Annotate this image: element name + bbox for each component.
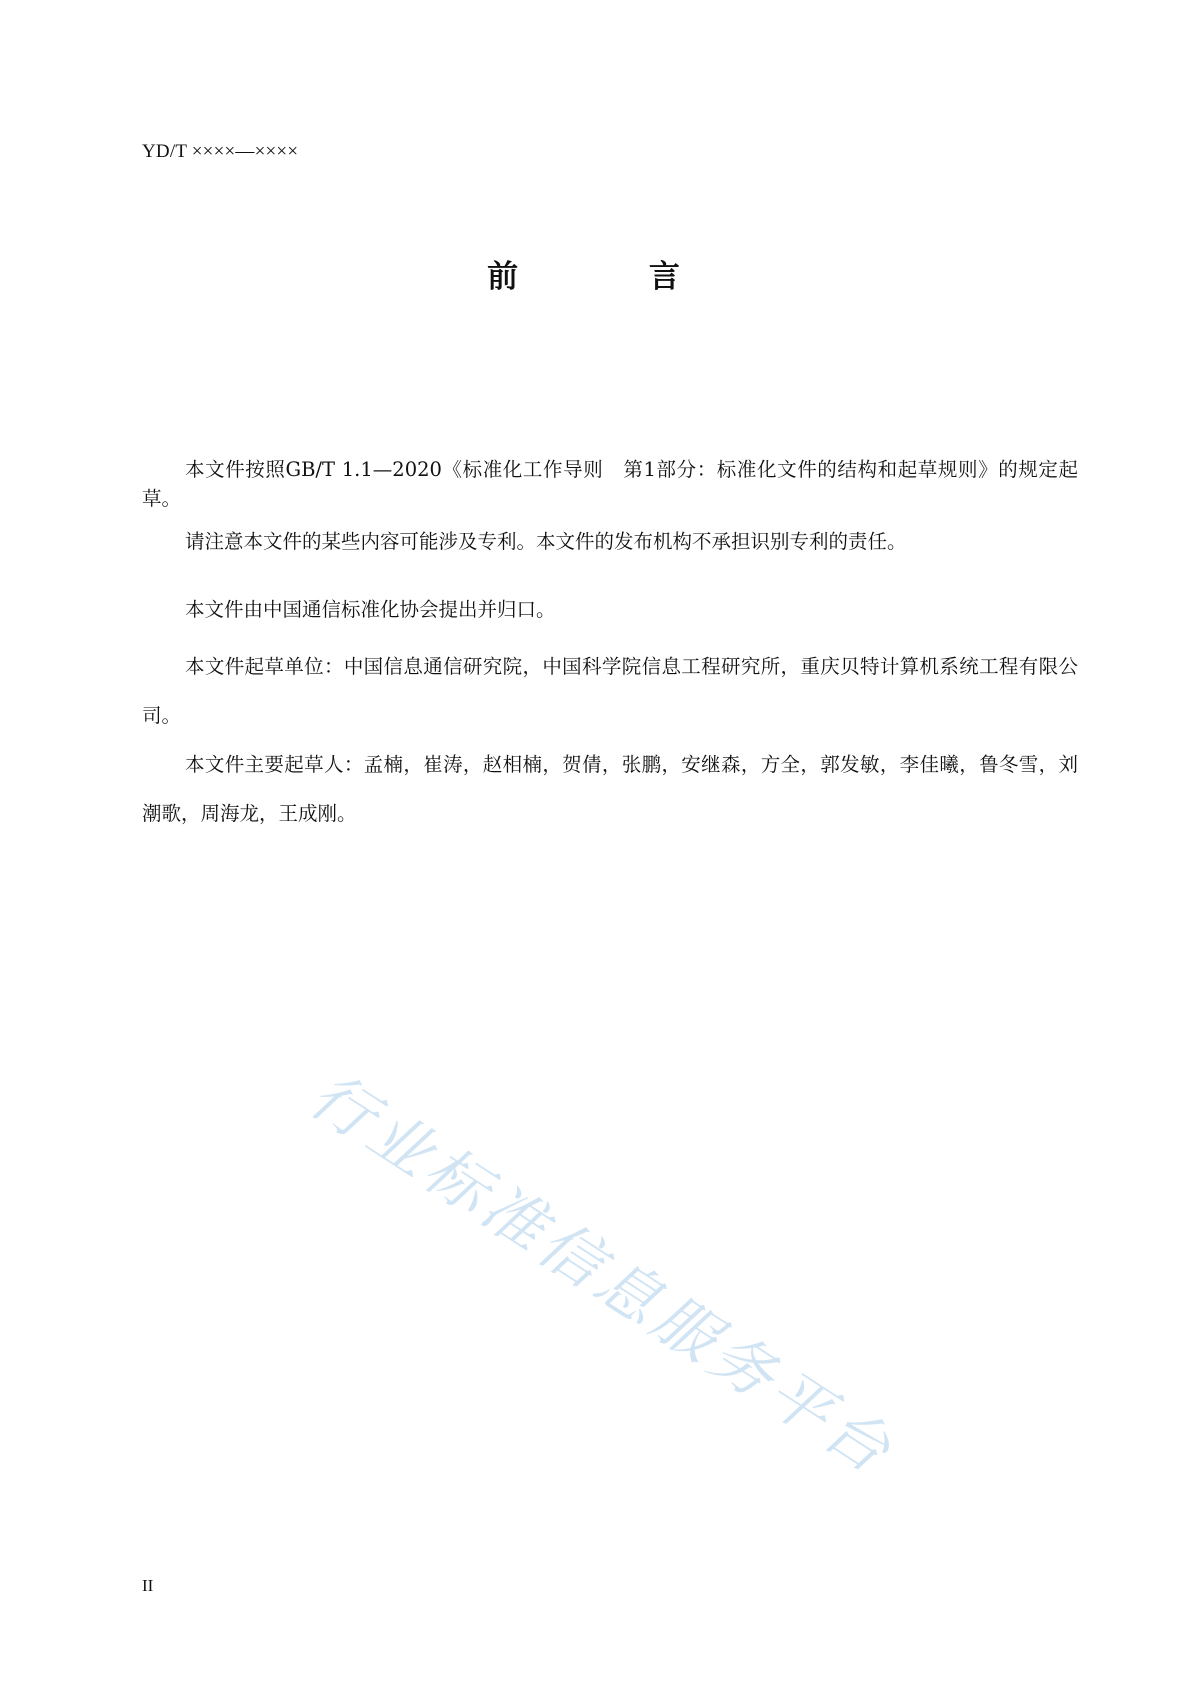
watermark: 行业标准信息服务平台 [297, 1058, 908, 1490]
page-number: II [142, 1576, 154, 1595]
paragraph-standard-basis: 本文件按照GB/T 1.1—2020《标准化工作导则 第1部分：标准化文件的结构和起草规则》的规定起草。 [142, 458, 1078, 510]
document-code: YD/T ××××—×××× [142, 141, 299, 162]
foreword-body [142, 455, 1078, 838]
paragraph-patent-notice: 请注意本文件的某些内容可能涉及专利。本文件的发布机构不承担识别专利的责任。 [185, 530, 907, 553]
page-title: 前 言 [487, 259, 740, 295]
paragraph-drafting-units: 本文件起草单位：中国信息通信研究院，中国科学院信息工程研究所，重庆贝特计算机系统工程有限公司。 [142, 655, 1078, 727]
paragraph-proposer: 本文件由中国通信标准化协会提出并归口。 [185, 598, 556, 621]
paragraph-drafters: 本文件主要起草人：孟楠，崔涛，赵相楠，贺倩，张鹏，安继森，方全，郭发敏，李佳曦，鲁冬雪，刘潮歌，周海龙，王成刚。 [142, 753, 1078, 825]
